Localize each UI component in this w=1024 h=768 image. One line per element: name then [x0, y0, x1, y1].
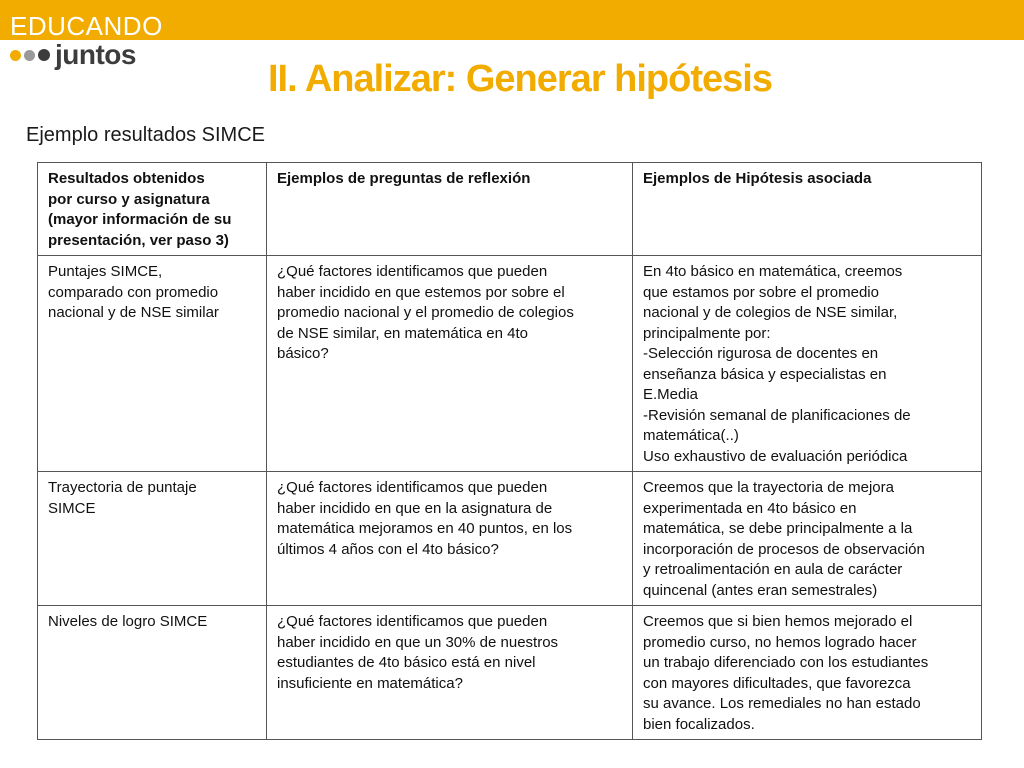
- cell-line: (mayor información de su: [48, 211, 232, 228]
- table-row: [38, 472, 982, 606]
- header-preguntas: [267, 163, 633, 256]
- cell-resultado: [38, 606, 267, 740]
- educando-juntos-logo: [10, 11, 163, 70]
- cell-line: ¿Qué factores identificamos que pueden: [277, 613, 548, 630]
- slide-title: II. Analizar: Generar hipótesis: [268, 58, 772, 100]
- logo-text-educando: EDUCANDO: [10, 11, 163, 41]
- cell-line: que estamos por sobre el promedio: [643, 283, 879, 301]
- cell-line: matemática(..): [643, 427, 739, 444]
- cell-line: insuficiente en matemática?: [277, 674, 463, 692]
- cell-line: incorporación de procesos de observación: [643, 540, 925, 558]
- cell-line: E.Media: [643, 386, 699, 403]
- cell-line: Niveles de logro SIMCE: [48, 613, 208, 630]
- cell-line: Trayectoria de puntaje: [48, 479, 197, 496]
- header-hipotesis: [633, 163, 982, 256]
- cell-line: comparado con promedio: [48, 283, 219, 301]
- cell-hipotesis: [633, 472, 982, 606]
- cell-pregunta: [267, 256, 633, 472]
- cell-line: promedio curso, no hemos logrado hacer: [643, 633, 917, 651]
- cell-line: por curso y asignatura: [48, 190, 210, 208]
- table-header-row: [38, 163, 982, 256]
- cell-pregunta: [267, 606, 633, 740]
- cell-line: principalmente por:: [643, 324, 771, 342]
- cell-line: presentación, ver paso 3): [48, 231, 229, 249]
- logo-bottom-row: [10, 40, 136, 70]
- header-resultados: [38, 163, 267, 256]
- cell-line: nacional y de NSE similar: [48, 304, 219, 321]
- cell-line: haber incidido en que en la asignatura de: [277, 499, 553, 517]
- cell-line: básico?: [277, 345, 329, 362]
- cell-line: y retroalimentación en aula de carácter: [643, 561, 903, 578]
- cell-line: nacional y de colegios de NSE similar,: [643, 304, 898, 321]
- cell-resultado: [38, 256, 267, 472]
- cell-line: con mayores dificultades, que favorezca: [643, 674, 911, 692]
- cell-line: Ejemplos de preguntas de reflexión: [277, 170, 531, 187]
- cell-line: -Revisión semanal de planificaciones de: [643, 406, 911, 424]
- cell-line: promedio nacional y el promedio de colegios: [277, 304, 574, 321]
- cell-line: Uso exhaustivo de evaluación periódica: [643, 447, 908, 465]
- cell-pregunta: [267, 472, 633, 606]
- cell-line: bien focalizados.: [643, 715, 755, 733]
- cell-line: Puntajes SIMCE,: [48, 263, 163, 280]
- logo-dot-dark-icon: [38, 49, 50, 61]
- cell-line: ¿Qué factores identificamos que pueden: [277, 263, 548, 280]
- cell-line: ¿Qué factores identificamos que pueden: [277, 479, 548, 496]
- simce-examples-table: [37, 162, 982, 740]
- cell-line: -Selección rigurosa de docentes en: [643, 345, 879, 362]
- cell-resultado: [38, 472, 267, 606]
- cell-line: Creemos que la trayectoria de mejora: [643, 479, 894, 496]
- cell-line: Creemos que si bien hemos mejorado el: [643, 613, 913, 630]
- cell-line: matemática mejoramos en 40 puntos, en los: [277, 520, 573, 537]
- logo-dot-orange-icon: [10, 50, 21, 61]
- cell-line: SIMCE: [48, 499, 96, 517]
- cell-line: haber incidido en que un 30% de nuestros: [277, 633, 559, 651]
- cell-line: quincenal (antes eran semestrales): [643, 581, 878, 599]
- cell-line: haber incidido en que estemos por sobre el: [277, 283, 565, 301]
- cell-line: experimentada en 4to básico en: [643, 499, 857, 517]
- cell-line: En 4to básico en matemática, creemos: [643, 263, 903, 280]
- cell-line: Ejemplos de Hipótesis asociada: [643, 170, 872, 187]
- cell-hipotesis: [633, 256, 982, 472]
- table-row: [38, 606, 982, 740]
- cell-line: Resultados obtenidos: [48, 170, 205, 187]
- logo-text-juntos: juntos: [55, 39, 136, 70]
- cell-line: de NSE similar, en matemática en 4to: [277, 324, 528, 342]
- cell-hipotesis: [633, 606, 982, 740]
- cell-line: últimos 4 años con el 4to básico?: [277, 540, 499, 558]
- cell-line: su avance. Los remediales no han estado: [643, 695, 921, 712]
- cell-line: un trabajo diferenciado con los estudiantes: [643, 654, 929, 671]
- cell-line: estudiantes de 4to básico está en nivel: [277, 654, 536, 671]
- cell-line: matemática, se debe principalmente a la: [643, 520, 913, 537]
- table-row: [38, 256, 982, 472]
- logo-dot-gray-icon: [24, 50, 35, 61]
- cell-line: enseñanza básica y especialistas en: [643, 365, 887, 383]
- slide-subtitle: Ejemplo resultados SIMCE: [26, 124, 265, 146]
